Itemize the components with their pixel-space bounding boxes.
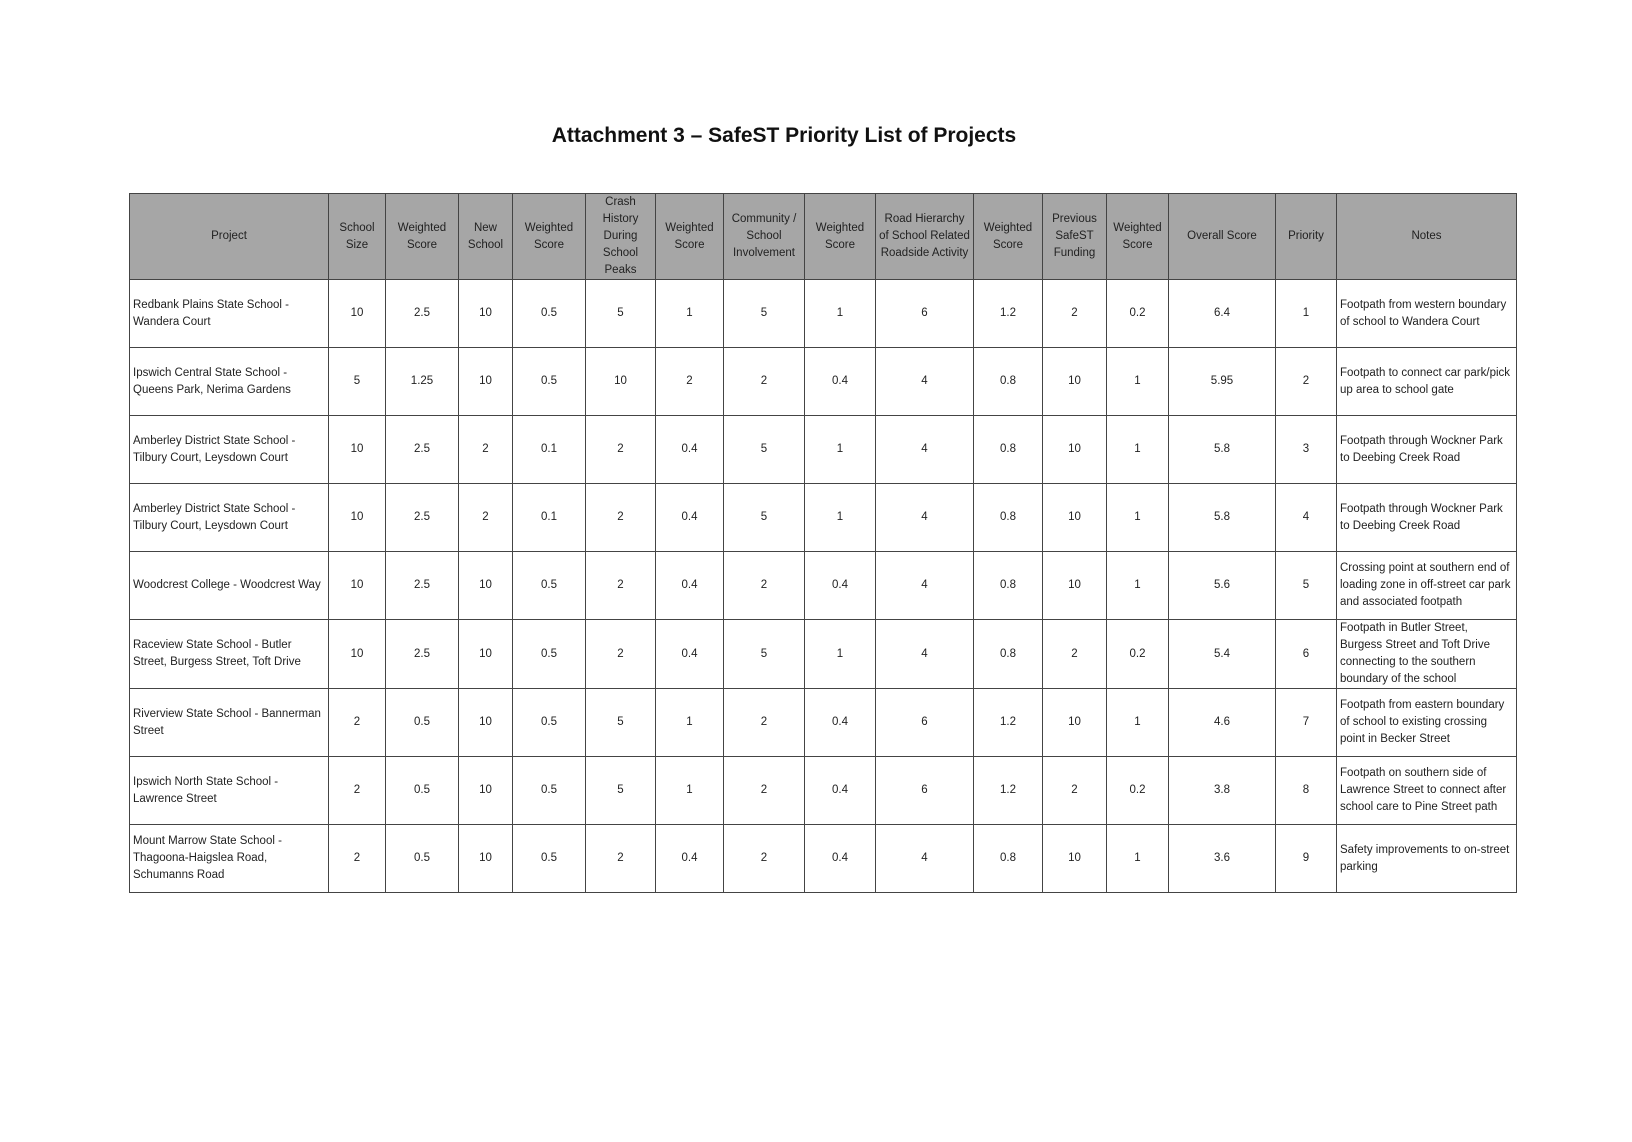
cell-previous-funding: 2 (1043, 620, 1107, 689)
cell-crash-history: 2 (586, 552, 656, 620)
cell-previous-funding: 10 (1043, 825, 1107, 893)
cell-notes: Footpath through Wockner Park to Deebing Creek Road (1337, 484, 1517, 552)
col-header-notes: Notes (1337, 194, 1517, 280)
cell-weighted-score: 0.4 (656, 620, 724, 689)
cell-weighted-score: 1 (805, 416, 876, 484)
cell-priority: 9 (1276, 825, 1337, 893)
cell-weighted-score: 0.8 (974, 825, 1043, 893)
cell-previous-funding: 10 (1043, 348, 1107, 416)
cell-overall-score: 5.8 (1169, 484, 1276, 552)
cell-notes: Footpath from eastern boundary of school to existing crossing point in Becker Street (1337, 689, 1517, 757)
col-header-overall-score: Overall Score (1169, 194, 1276, 280)
cell-weighted-score: 0.4 (805, 757, 876, 825)
cell-weighted-score: 0.5 (386, 689, 459, 757)
col-header-weighted-score: Weighted Score (386, 194, 459, 280)
cell-weighted-score: 0.8 (974, 416, 1043, 484)
cell-school-size: 10 (329, 416, 386, 484)
cell-weighted-score: 1 (656, 757, 724, 825)
cell-weighted-score: 2.5 (386, 484, 459, 552)
cell-priority: 7 (1276, 689, 1337, 757)
table-body (130, 280, 1517, 893)
cell-community-involvement: 2 (724, 552, 805, 620)
col-header-weighted-score: Weighted Score (974, 194, 1043, 280)
table-row (130, 348, 1517, 416)
cell-project: Raceview State School - Butler Street, Burgess Street, Toft Drive (130, 620, 329, 689)
cell-project: Amberley District State School - Tilbury Court, Leysdown Court (130, 484, 329, 552)
cell-weighted-score: 0.2 (1107, 280, 1169, 348)
cell-previous-funding: 10 (1043, 552, 1107, 620)
cell-community-involvement: 2 (724, 757, 805, 825)
cell-project: Amberley District State School - Tilbury Court, Leysdown Court (130, 416, 329, 484)
cell-weighted-score: 1.2 (974, 280, 1043, 348)
cell-new-school: 10 (459, 689, 513, 757)
col-header-community-involvement: Community / School Involvement (724, 194, 805, 280)
cell-weighted-score: 1 (1107, 689, 1169, 757)
cell-weighted-score: 0.5 (513, 825, 586, 893)
cell-notes: Footpath from western boundary of school to Wandera Court (1337, 280, 1517, 348)
cell-notes: Footpath in Butler Street, Burgess Street and Toft Drive connecting to the southern boundary of the school (1337, 620, 1517, 689)
cell-weighted-score: 0.4 (656, 416, 724, 484)
cell-road-hierarchy: 6 (876, 689, 974, 757)
cell-road-hierarchy: 4 (876, 348, 974, 416)
cell-project: Ipswich North State School - Lawrence Street (130, 757, 329, 825)
cell-road-hierarchy: 6 (876, 280, 974, 348)
cell-weighted-score: 0.4 (805, 825, 876, 893)
cell-notes: Footpath to connect car park/pick up area to school gate (1337, 348, 1517, 416)
cell-weighted-score: 0.8 (974, 484, 1043, 552)
cell-road-hierarchy: 6 (876, 757, 974, 825)
cell-weighted-score: 0.1 (513, 484, 586, 552)
cell-weighted-score: 0.2 (1107, 757, 1169, 825)
cell-weighted-score: 0.5 (513, 348, 586, 416)
col-header-new-school: New School (459, 194, 513, 280)
cell-weighted-score: 1.25 (386, 348, 459, 416)
cell-weighted-score: 1 (805, 484, 876, 552)
cell-new-school: 10 (459, 348, 513, 416)
cell-overall-score: 5.95 (1169, 348, 1276, 416)
cell-weighted-score: 0.4 (656, 825, 724, 893)
cell-weighted-score: 1 (656, 280, 724, 348)
cell-road-hierarchy: 4 (876, 620, 974, 689)
cell-weighted-score: 1 (1107, 484, 1169, 552)
cell-weighted-score: 0.5 (386, 825, 459, 893)
col-header-project: Project (130, 194, 329, 280)
cell-weighted-score: 0.4 (805, 552, 876, 620)
cell-weighted-score: 2.5 (386, 416, 459, 484)
cell-crash-history: 5 (586, 280, 656, 348)
cell-community-involvement: 2 (724, 689, 805, 757)
cell-overall-score: 4.6 (1169, 689, 1276, 757)
cell-priority: 6 (1276, 620, 1337, 689)
cell-weighted-score: 0.1 (513, 416, 586, 484)
cell-weighted-score: 0.8 (974, 348, 1043, 416)
cell-weighted-score: 0.4 (656, 552, 724, 620)
cell-crash-history: 5 (586, 689, 656, 757)
cell-school-size: 10 (329, 280, 386, 348)
cell-previous-funding: 10 (1043, 689, 1107, 757)
col-header-road-hierarchy: Road Hierarchy of School Related Roadside Activity (876, 194, 974, 280)
cell-overall-score: 3.8 (1169, 757, 1276, 825)
cell-weighted-score: 1.2 (974, 689, 1043, 757)
cell-previous-funding: 10 (1043, 416, 1107, 484)
table-row (130, 552, 1517, 620)
cell-weighted-score: 0.2 (1107, 620, 1169, 689)
cell-weighted-score: 0.4 (805, 689, 876, 757)
cell-weighted-score: 1.2 (974, 757, 1043, 825)
table-row (130, 416, 1517, 484)
cell-notes: Safety improvements to on-street parking (1337, 825, 1517, 893)
priority-projects-table (129, 193, 1517, 893)
cell-priority: 4 (1276, 484, 1337, 552)
cell-school-size: 2 (329, 757, 386, 825)
cell-notes: Footpath on southern side of Lawrence Street to connect after school care to Pine Street path (1337, 757, 1517, 825)
table-row (130, 689, 1517, 757)
cell-school-size: 5 (329, 348, 386, 416)
cell-weighted-score: 0.5 (513, 552, 586, 620)
cell-weighted-score: 0.8 (974, 552, 1043, 620)
cell-weighted-score: 0.5 (386, 757, 459, 825)
cell-overall-score: 5.4 (1169, 620, 1276, 689)
cell-school-size: 10 (329, 484, 386, 552)
cell-new-school: 10 (459, 280, 513, 348)
col-header-weighted-score: Weighted Score (805, 194, 876, 280)
cell-weighted-score: 1 (1107, 416, 1169, 484)
table-row (130, 825, 1517, 893)
cell-project: Woodcrest College - Woodcrest Way (130, 552, 329, 620)
cell-road-hierarchy: 4 (876, 825, 974, 893)
table-row (130, 484, 1517, 552)
cell-weighted-score: 2 (656, 348, 724, 416)
cell-new-school: 10 (459, 620, 513, 689)
col-header-weighted-score: Weighted Score (656, 194, 724, 280)
cell-school-size: 2 (329, 825, 386, 893)
cell-previous-funding: 2 (1043, 757, 1107, 825)
cell-overall-score: 3.6 (1169, 825, 1276, 893)
cell-weighted-score: 1 (656, 689, 724, 757)
cell-new-school: 10 (459, 757, 513, 825)
cell-crash-history: 2 (586, 620, 656, 689)
cell-new-school: 10 (459, 552, 513, 620)
cell-weighted-score: 0.5 (513, 280, 586, 348)
cell-project: Ipswich Central State School - Queens Park, Nerima Gardens (130, 348, 329, 416)
cell-community-involvement: 5 (724, 416, 805, 484)
cell-road-hierarchy: 4 (876, 484, 974, 552)
cell-weighted-score: 0.5 (513, 620, 586, 689)
cell-weighted-score: 0.4 (656, 484, 724, 552)
cell-community-involvement: 2 (724, 348, 805, 416)
cell-weighted-score: 0.5 (513, 689, 586, 757)
cell-weighted-score: 1 (1107, 552, 1169, 620)
col-header-school-size: School Size (329, 194, 386, 280)
cell-weighted-score: 0.4 (805, 348, 876, 416)
cell-notes: Crossing point at southern end of loading zone in off-street car park and associated footpath (1337, 552, 1517, 620)
cell-community-involvement: 5 (724, 484, 805, 552)
table-row (130, 620, 1517, 689)
cell-project: Redbank Plains State School - Wandera Court (130, 280, 329, 348)
cell-overall-score: 5.8 (1169, 416, 1276, 484)
cell-crash-history: 2 (586, 416, 656, 484)
cell-weighted-score: 1 (1107, 825, 1169, 893)
cell-school-size: 10 (329, 620, 386, 689)
cell-notes: Footpath through Wockner Park to Deebing Creek Road (1337, 416, 1517, 484)
page-title: Attachment 3 – SafeST Priority List of Projects (551, 124, 1017, 147)
cell-weighted-score: 0.8 (974, 620, 1043, 689)
col-header-crash-history: Crash History During School Peaks (586, 194, 656, 280)
cell-new-school: 2 (459, 416, 513, 484)
cell-priority: 1 (1276, 280, 1337, 348)
cell-weighted-score: 1 (805, 620, 876, 689)
cell-community-involvement: 2 (724, 825, 805, 893)
cell-priority: 3 (1276, 416, 1337, 484)
cell-road-hierarchy: 4 (876, 552, 974, 620)
cell-school-size: 10 (329, 552, 386, 620)
cell-overall-score: 5.6 (1169, 552, 1276, 620)
table-row (130, 757, 1517, 825)
cell-previous-funding: 2 (1043, 280, 1107, 348)
cell-weighted-score: 2.5 (386, 280, 459, 348)
cell-road-hierarchy: 4 (876, 416, 974, 484)
cell-new-school: 2 (459, 484, 513, 552)
cell-weighted-score: 2.5 (386, 552, 459, 620)
cell-priority: 5 (1276, 552, 1337, 620)
cell-community-involvement: 5 (724, 280, 805, 348)
col-header-weighted-score: Weighted Score (1107, 194, 1169, 280)
col-header-previous-funding: Previous SafeST Funding (1043, 194, 1107, 280)
table-row (130, 280, 1517, 348)
cell-project: Riverview State School - Bannerman Street (130, 689, 329, 757)
cell-crash-history: 2 (586, 825, 656, 893)
cell-community-involvement: 5 (724, 620, 805, 689)
col-header-weighted-score: Weighted Score (513, 194, 586, 280)
cell-priority: 2 (1276, 348, 1337, 416)
table-header-row (130, 194, 1517, 280)
cell-weighted-score: 0.5 (513, 757, 586, 825)
cell-previous-funding: 10 (1043, 484, 1107, 552)
cell-weighted-score: 1 (805, 280, 876, 348)
cell-priority: 8 (1276, 757, 1337, 825)
cell-project: Mount Marrow State School - Thagoona-Haigslea Road, Schumanns Road (130, 825, 329, 893)
col-header-priority: Priority (1276, 194, 1337, 280)
cell-new-school: 10 (459, 825, 513, 893)
cell-school-size: 2 (329, 689, 386, 757)
cell-weighted-score: 1 (1107, 348, 1169, 416)
cell-weighted-score: 2.5 (386, 620, 459, 689)
cell-crash-history: 5 (586, 757, 656, 825)
cell-crash-history: 2 (586, 484, 656, 552)
cell-overall-score: 6.4 (1169, 280, 1276, 348)
cell-crash-history: 10 (586, 348, 656, 416)
